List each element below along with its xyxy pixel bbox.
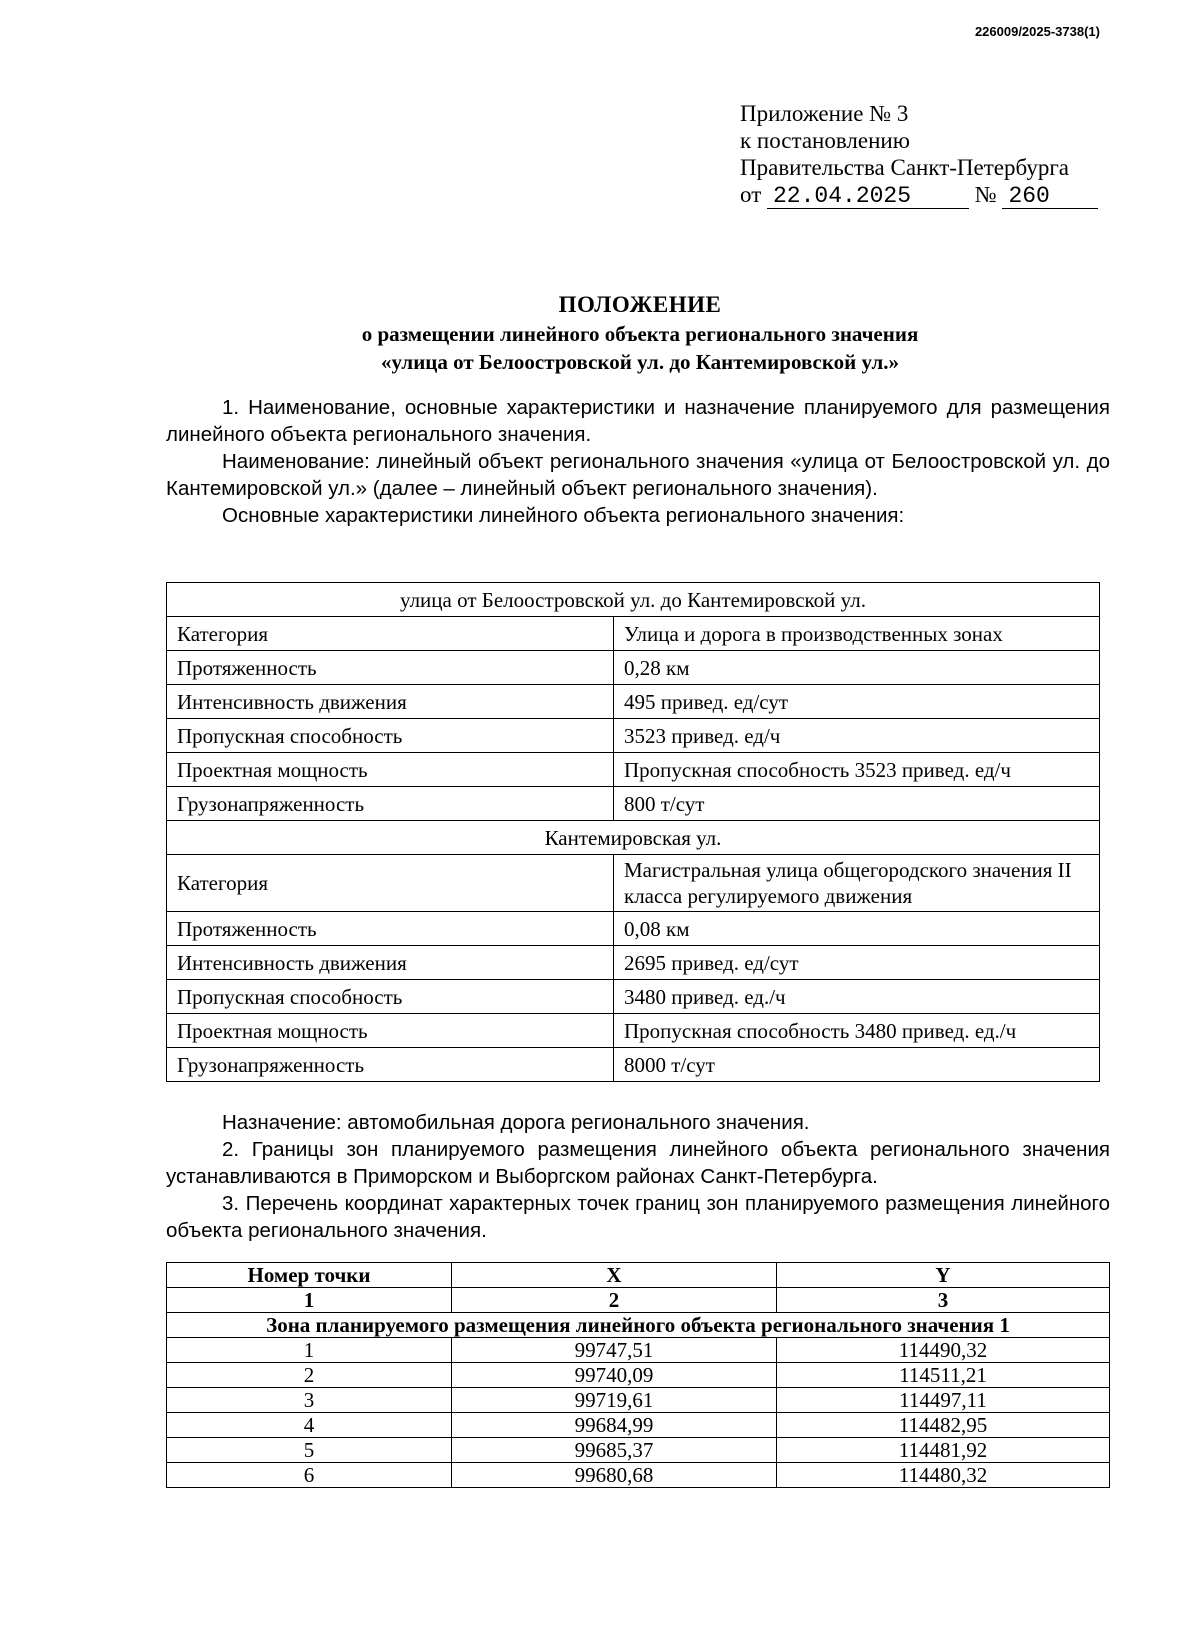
zone-title: Зона планируемого размещения линейного объекта регионального значения 1	[167, 1313, 1110, 1338]
number-label: №	[974, 182, 997, 207]
characteristic-value: 3480 привед. ед./ч	[614, 980, 1100, 1014]
characteristic-value: 8000 т/сут	[614, 1048, 1100, 1082]
characteristic-label: Грузонапряженность	[167, 1048, 614, 1082]
characteristic-value: Пропускная способность 3523 привед. ед/ч	[614, 753, 1100, 787]
table-row	[167, 617, 1100, 651]
table-row	[167, 1014, 1100, 1048]
characteristic-value: 0,08 км	[614, 912, 1100, 946]
characteristic-label: Интенсивность движения	[167, 946, 614, 980]
characteristic-label: Категория	[167, 617, 614, 651]
coord-x: 99719,61	[452, 1388, 777, 1413]
colnum-1: 1	[167, 1288, 452, 1313]
header-x: X	[452, 1263, 777, 1288]
document-title	[0, 290, 1200, 376]
decree-number: 260	[1002, 184, 1098, 209]
paragraph-2: Наименование: линейный объект регионального значения «улица от Белоостровской ул. до Кантемировской ул.» (далее – линейный объект регионального значения).	[166, 450, 1110, 500]
section-header: улица от Белоостровской ул. до Кантемировской ул.	[167, 583, 1100, 617]
characteristic-label: Проектная мощность	[167, 1014, 614, 1048]
coords-row	[167, 1363, 1110, 1388]
characteristics-table	[166, 582, 1100, 1082]
appendix-block	[740, 100, 1098, 209]
document-id: 226009/2025-3738(1)	[974, 24, 1100, 39]
characteristic-label: Протяженность	[167, 651, 614, 685]
title-sub-2: «улица от Белоостровской ул. до Кантемировской ул.»	[380, 350, 900, 374]
table-row	[167, 787, 1100, 821]
appendix-line-1: Приложение № 3	[740, 101, 909, 126]
coordinates-table	[166, 1262, 1110, 1488]
characteristic-label: Пропускная способность	[167, 719, 614, 753]
table-row	[167, 685, 1100, 719]
purpose-paragraph: Назначение: автомобильная дорога регионального значения.	[222, 1111, 810, 1134]
characteristic-value: Улица и дорога в производственных зонах	[614, 617, 1100, 651]
appendix-line-2: к постановлению	[740, 128, 910, 153]
characteristic-value: 3523 привед. ед/ч	[614, 719, 1100, 753]
title-sub-1: о размещении линейного объекта регионального значения	[361, 322, 919, 346]
table-row	[167, 719, 1100, 753]
table-row	[167, 980, 1100, 1014]
point-number: 2	[167, 1363, 452, 1388]
header-y: Y	[777, 1263, 1110, 1288]
characteristic-value: 800 т/сут	[614, 787, 1100, 821]
characteristic-value: 495 привед. ед/сут	[614, 685, 1100, 719]
appendix-line-3: Правительства Санкт-Петербурга	[740, 155, 1069, 180]
paragraph-coordinates: 3. Перечень координат характерных точек границ зон планируемого размещения линейного объекта регионального значения.	[166, 1192, 1110, 1242]
coords-colnum-row	[167, 1288, 1110, 1313]
zone-title-row	[167, 1313, 1110, 1338]
table-row	[167, 1048, 1100, 1082]
coords-row	[167, 1413, 1110, 1438]
table-row	[167, 912, 1100, 946]
paragraph-boundaries: 2. Границы зон планируемого размещения линейного объекта регионального значения устанавливаются в Приморском и Выборгском районах Санкт-Петербурга.	[166, 1138, 1110, 1188]
section-header: Кантемировская ул.	[167, 821, 1100, 855]
characteristic-label: Грузонапряженность	[167, 787, 614, 821]
characteristic-label: Интенсивность движения	[167, 685, 614, 719]
point-number: 1	[167, 1338, 452, 1363]
characteristic-value: 2695 привед. ед/сут	[614, 946, 1100, 980]
coord-y: 114480,32	[777, 1463, 1110, 1488]
table-row	[167, 753, 1100, 787]
coords-row	[167, 1338, 1110, 1363]
colnum-2: 2	[452, 1288, 777, 1313]
coord-y: 114511,21	[777, 1363, 1110, 1388]
from-label: от	[740, 182, 762, 207]
point-number: 6	[167, 1463, 452, 1488]
title-main: ПОЛОЖЕНИЕ	[558, 292, 722, 317]
appendix-date-line	[740, 181, 1098, 209]
after-table-text	[166, 1109, 1110, 1244]
characteristic-value: Магистральная улица общегородского значения II класса регулируемого движения	[614, 855, 1100, 912]
coords-row	[167, 1388, 1110, 1413]
coord-x: 99740,09	[452, 1363, 777, 1388]
coords-row	[167, 1438, 1110, 1463]
section-header-row	[167, 583, 1100, 617]
colnum-3: 3	[777, 1288, 1110, 1313]
coord-x: 99680,68	[452, 1463, 777, 1488]
intro-text	[166, 394, 1110, 529]
coords-header-row	[167, 1263, 1110, 1288]
table-row	[167, 946, 1100, 980]
point-number: 5	[167, 1438, 452, 1463]
point-number: 3	[167, 1388, 452, 1413]
header-point-number: Номер точки	[167, 1263, 452, 1288]
coord-x: 99684,99	[452, 1413, 777, 1438]
characteristic-value: 0,28 км	[614, 651, 1100, 685]
coords-row	[167, 1463, 1110, 1488]
table-row	[167, 855, 1100, 912]
coord-x: 99747,51	[452, 1338, 777, 1363]
paragraph-3: Основные характеристики линейного объекта регионального значения:	[222, 504, 905, 527]
coord-y: 114481,92	[777, 1438, 1110, 1463]
point-number: 4	[167, 1413, 452, 1438]
characteristic-label: Проектная мощность	[167, 753, 614, 787]
coord-y: 114482,95	[777, 1413, 1110, 1438]
section-header-row	[167, 821, 1100, 855]
coord-y: 114490,32	[777, 1338, 1110, 1363]
characteristic-label: Протяженность	[167, 912, 614, 946]
characteristic-label: Пропускная способность	[167, 980, 614, 1014]
coord-y: 114497,11	[777, 1388, 1110, 1413]
coord-x: 99685,37	[452, 1438, 777, 1463]
paragraph-1: 1. Наименование, основные характеристики и назначение планируемого для размещения линейного объекта регионального значения.	[166, 396, 1110, 446]
characteristic-label: Категория	[167, 855, 614, 912]
characteristic-value: Пропускная способность 3480 привед. ед./ч	[614, 1014, 1100, 1048]
table-row	[167, 651, 1100, 685]
decree-date: 22.04.2025	[767, 184, 969, 209]
